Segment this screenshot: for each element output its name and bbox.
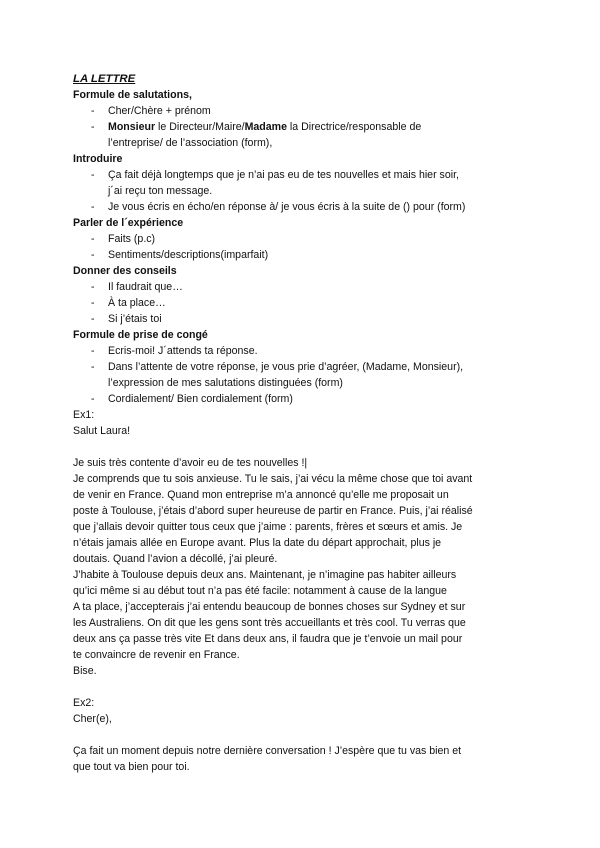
document-content	[73, 72, 533, 775]
letter-line: te convaincre de revenir en France.	[73, 649, 240, 661]
list-item	[73, 391, 533, 407]
list-item	[73, 279, 533, 295]
ex1-letter-body	[73, 455, 533, 679]
list-item-line: - Sentiments/descriptions(imparfait)	[108, 249, 269, 261]
list-item	[73, 119, 533, 151]
list-item	[73, 231, 533, 247]
section-heading: Formule de salutations,	[73, 89, 192, 101]
list-item-line: - Ça fait déjà longtemps que je n’ai pas eu de tes nouvelles et mais hier soir,	[108, 169, 459, 181]
section-list	[73, 103, 533, 151]
list-item-line: l’entreprise/ de l’association (form),	[108, 137, 273, 149]
list-item-line: - Cher/Chère + prénom	[108, 105, 211, 117]
letter-line: Je comprends que tu sois anxieuse. Tu le sais, j’ai vécu la même chose que toi avant	[73, 473, 473, 485]
ex2-letter-body	[73, 743, 533, 775]
list-item-line: l’expression de mes salutations distinguées (form)	[108, 377, 343, 389]
list-item	[73, 343, 533, 359]
list-item	[73, 247, 533, 263]
section-heading: Introduire	[73, 153, 123, 165]
list-item-line: - Cordialement/ Bien cordialement (form)	[108, 393, 293, 405]
list-item-line: - Faits (p.c)	[108, 233, 156, 245]
letter-line: qu’ici même si au début tout n’a pas été facile: notamment à cause de la langue	[73, 585, 447, 597]
section-list	[73, 231, 533, 263]
letter-line: que tout va bien pour toi.	[73, 761, 190, 773]
letter-line: que j’allais devoir quitter tous ceux que j’aime : parents, frères et sœurs et amis. Je	[73, 521, 463, 533]
letter-line: Ça fait un moment depuis notre dernière conversation ! J’espère que tu vas bien et	[73, 745, 462, 757]
list-item-line: j´ai reçu ton message.	[108, 185, 213, 197]
list-item	[73, 199, 533, 215]
letter-line: n’étais jamais allée en Europe avant. Plus la date du départ approchait, plus je	[73, 537, 442, 549]
letter-line: deux ans ça passe très vite Et dans deux ans, il faudra que je t’envoie un mail pour	[73, 633, 463, 645]
list-item-line: - Monsieur le Directeur/Maire/Madame la Directrice/responsable de	[108, 121, 422, 133]
sections-container	[73, 87, 533, 407]
blank-line	[73, 679, 533, 695]
letter-line: Je suis très contente d’avoir eu de tes nouvelles !|	[73, 457, 308, 469]
section-heading: Parler de l´expérience	[73, 217, 184, 229]
section-list	[73, 279, 533, 327]
letter-line: A ta place, j’accepterais j’ai entendu beaucoup de bonnes choses sur Sydney et sur	[73, 601, 466, 613]
letter-line: Bise.	[73, 665, 97, 677]
ex2-greeting: Cher(e),	[73, 713, 112, 725]
letter-line: J’habite à Toulouse depuis deux ans. Maintenant, je n’imagine pas habiter ailleurs	[73, 569, 457, 581]
list-item-line: - À ta place…	[108, 297, 166, 309]
list-item	[73, 359, 533, 391]
ex1-label: Ex1:	[73, 409, 95, 421]
blank-line	[73, 439, 533, 455]
section-list	[73, 167, 533, 215]
section-heading: Donner des conseils	[73, 265, 177, 277]
section-heading: Formule de prise de congé	[73, 329, 208, 341]
letter-line: doutais. Quand l’avion a décollé, j’ai pleuré.	[73, 553, 278, 565]
ex1-greeting: Salut Laura!	[73, 425, 131, 437]
page-title: LA LETTRE	[73, 73, 136, 85]
blank-line	[73, 727, 533, 743]
list-item-line: - Dans l’attente de votre réponse, je vous prie d’agréer, (Madame, Monsieur),	[108, 361, 464, 373]
letter-line: les Australiens. On dit que les gens sont très accueillants et très cool. Tu verras que	[73, 617, 466, 629]
list-item	[73, 103, 533, 119]
section-list	[73, 343, 533, 407]
list-item	[73, 167, 533, 199]
letter-line: poste à Toulouse, j’étais d’abord super heureuse de partir en France. Puis, j’ai réalisé	[73, 505, 473, 517]
list-item	[73, 295, 533, 311]
ex2-label: Ex2:	[73, 697, 95, 709]
list-item	[73, 311, 533, 327]
letter-line: de venir en France. Quand mon entreprise m’a annoncé qu’elle me proposait un	[73, 489, 449, 501]
list-item-line: - Si j’étais toi	[108, 313, 162, 325]
list-item-line: - Je vous écris en écho/en réponse à/ je vous écris à la suite de () pour (form)	[108, 201, 466, 213]
list-item-line: - Ecris-moi! J´attends ta réponse.	[108, 345, 258, 357]
list-item-line: - Il faudrait que…	[108, 281, 183, 293]
